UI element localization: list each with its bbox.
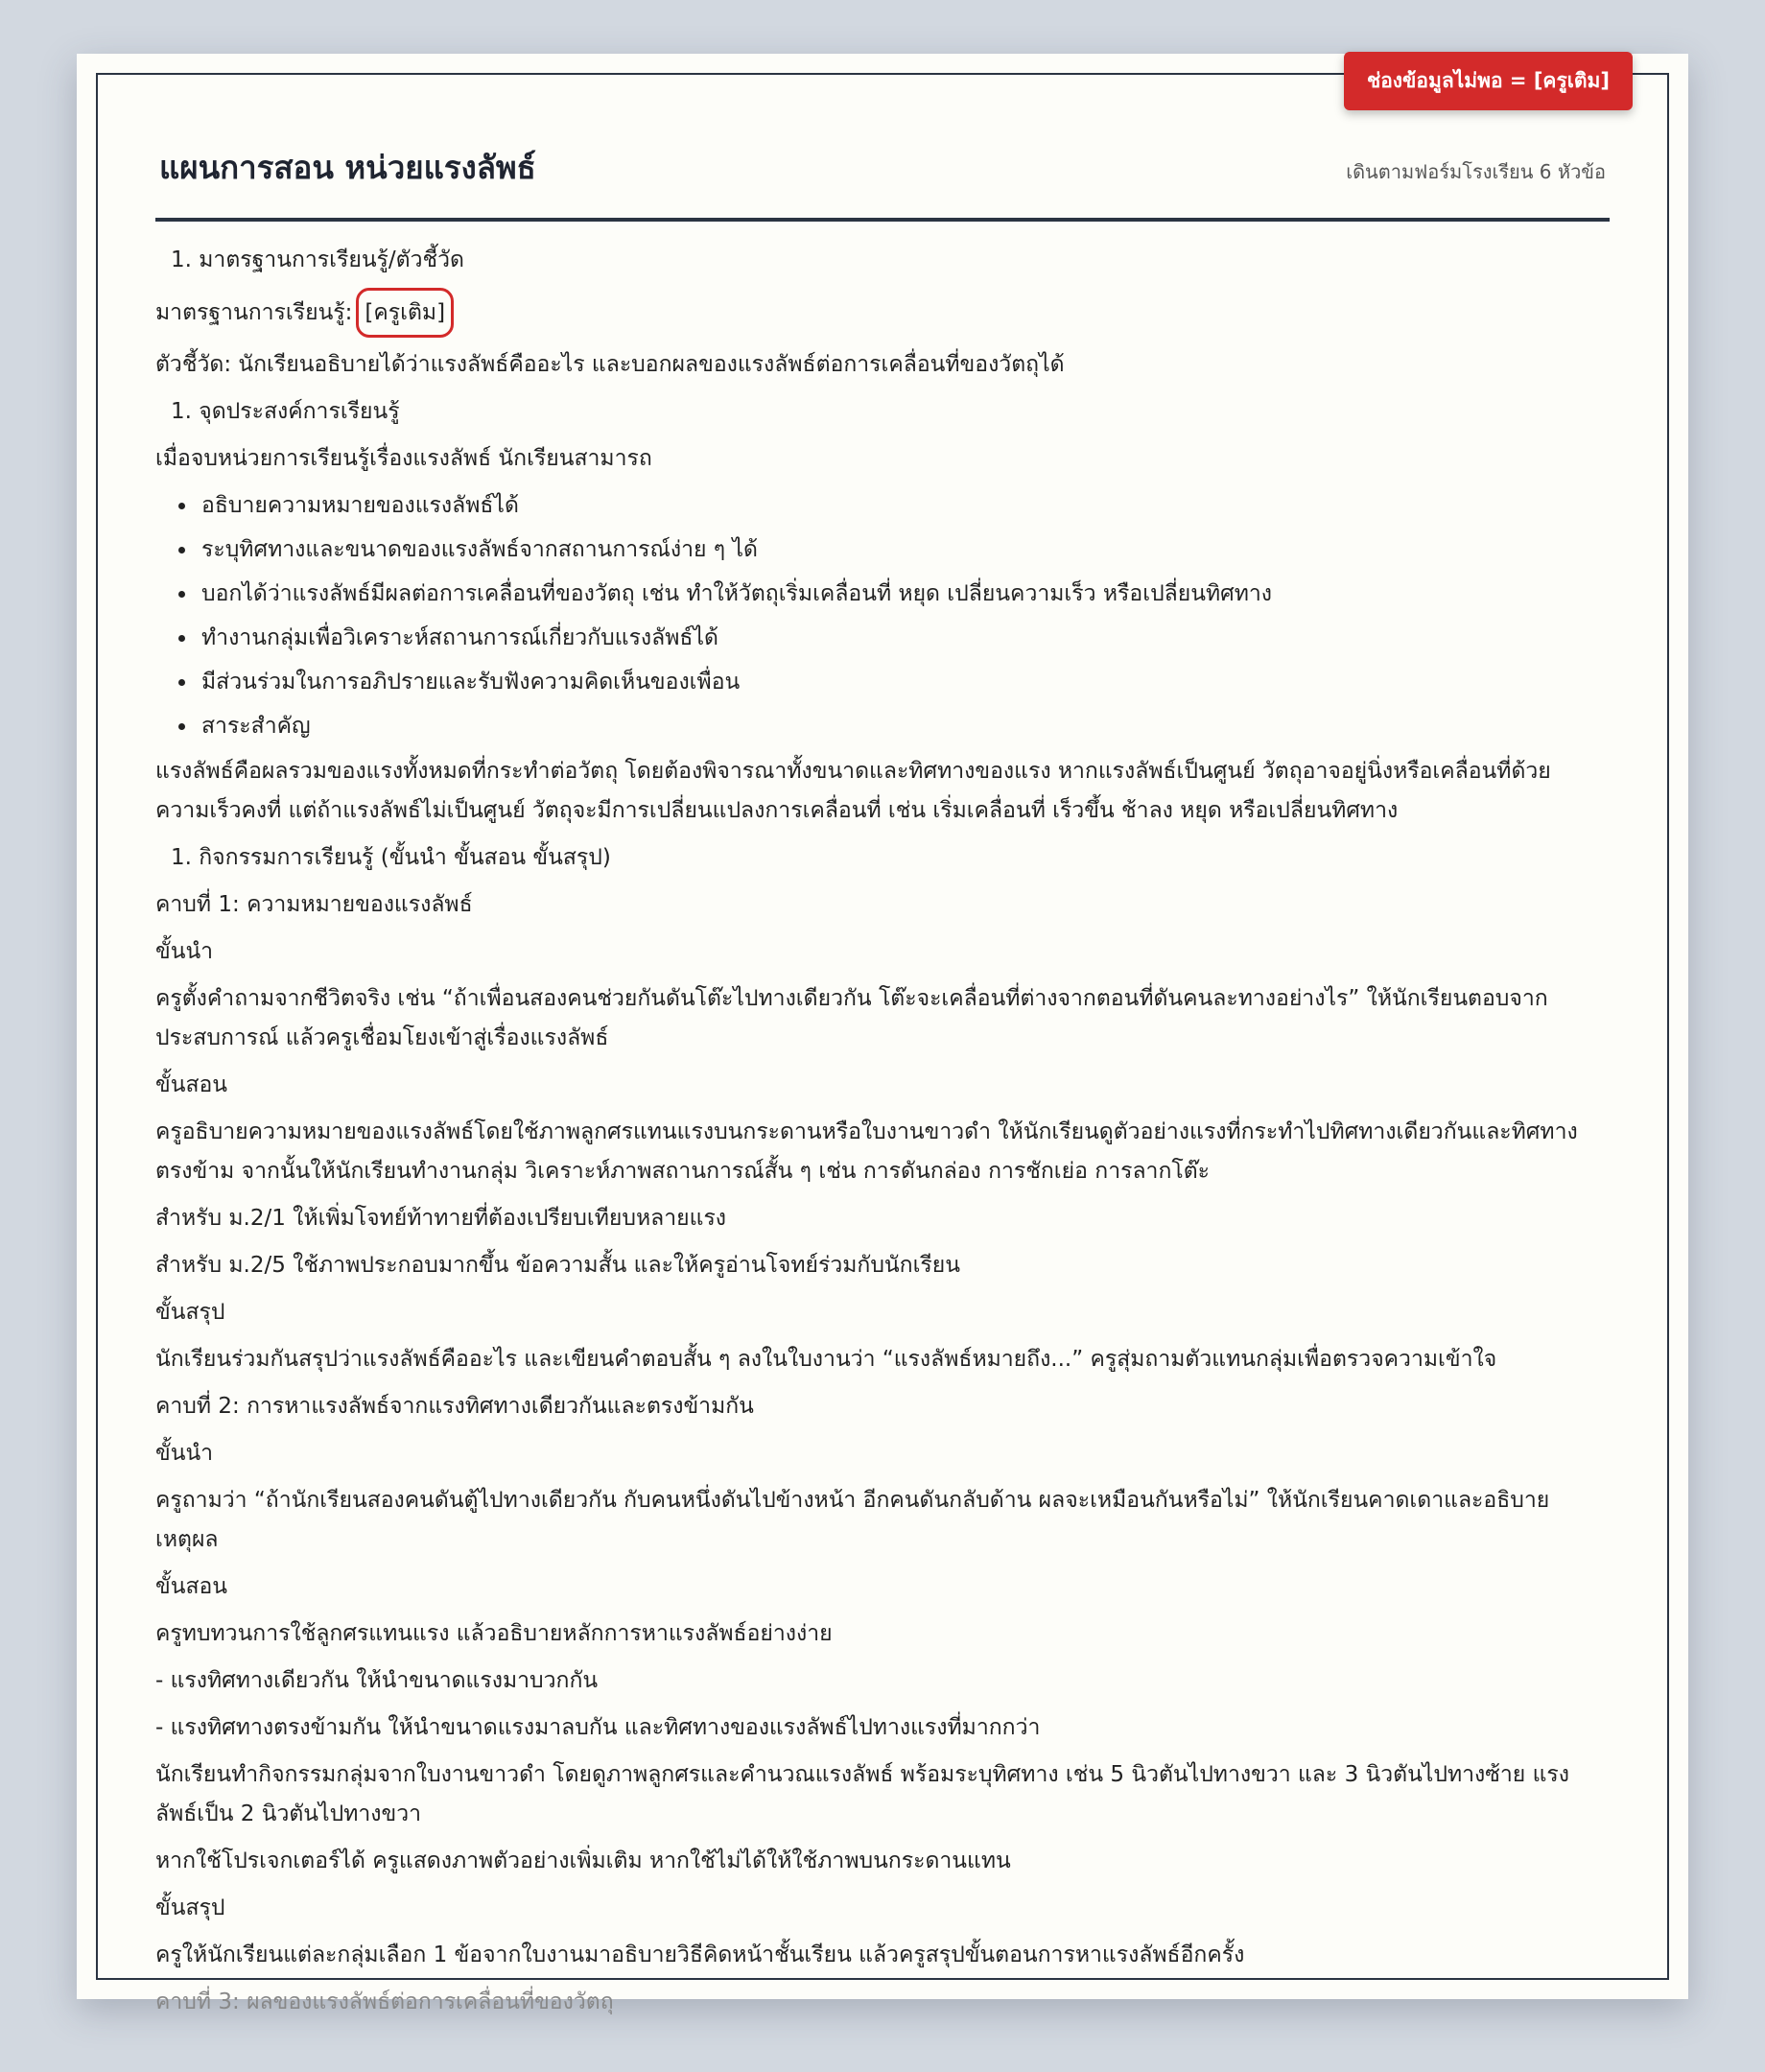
document-subtitle: เดินตามฟอร์มโรงเรียน 6 หัวข้อ	[1346, 160, 1606, 183]
standard-line	[155, 288, 1610, 338]
period-1-teach-label: ขั้นสอน	[155, 1072, 228, 1097]
period-1-intro-text: ครูตั้งคำถามจากชีวิตจริง เช่น “ถ้าเพื่อนสองคนช่วยกันดันโต๊ะไปทางเดียวกัน โต๊ะจะเคลื่อนที่ต่างจากตอนที่ดันคนละทางอย่างไร” ให้นักเรียนตอบจากประสบการณ์ แล้วครูเชื่อมโยงเข้าสู่เรื่องแรงลัพธ์	[155, 986, 1548, 1050]
period-1-intro-label: ขั้นนำ	[155, 939, 214, 964]
period-2-projector: หากใช้โปรเจกเตอร์ได้ ครูแสดงภาพตัวอย่างเพิ่มเติม หากใช้ไม่ได้ให้ใช้ภาพบนกระดานแทน	[155, 1848, 1011, 1873]
period-2-teach-text: ครูทบทวนการใช้ลูกศรแทนแรง แล้วอธิบายหลักการหาแรงลัพธ์อย่างง่าย	[155, 1621, 833, 1646]
period-2-intro-text: ครูถามว่า “ถ้านักเรียนสองคนดันตู้ไปทางเดียวกัน กับคนหนึ่งดันไปข้างหน้า อีกคนดันกลับด้าน ผลจะเหมือนกันหรือไม่” ให้นักเรียนคาดเดาและอธิบายเหตุผล	[155, 1488, 1550, 1552]
document-frame	[96, 69, 1669, 2014]
period-2-summary-label: ขั้นสรุป	[155, 1895, 225, 1920]
period-2-summary-text: ครูให้นักเรียนแต่ละกลุ่มเลือก 1 ข้อจากใบงานมาอธิบายวิธีคิดหน้าชั้นเรียน แล้วครูสรุปขั้นตอนการหาแรงลัพธ์อีกครั้ง	[155, 1942, 1245, 1967]
period-1-summary-text: นักเรียนร่วมกันสรุปว่าแรงลัพธ์คืออะไร และเขียนคำตอบสั้น ๆ ลงในใบงานว่า “แรงลัพธ์หมายถึง...” ครูสุ่มถามตัวแทนกลุ่มเพื่อตรวจความเข้าใจ	[155, 1347, 1497, 1372]
list-item: • มีส่วนร่วมในการอภิปรายและรับฟังความคิดเห็นของเพื่อน	[198, 663, 1610, 702]
period-1-summary-label: ขั้นสรุป	[155, 1300, 225, 1325]
objectives-list	[155, 486, 1610, 746]
period-2-rule-1: - แรงทิศทางเดียวกัน ให้นำขนาดแรงมาบวกกัน	[155, 1668, 599, 1693]
period-2-rule-2: - แรงทิศทางตรงข้ามกัน ให้นำขนาดแรงมาลบกัน และทิศทางของแรงลัพธ์ไปทางแรงที่มากกว่า	[155, 1715, 1041, 1740]
indicator-text: ตัวชี้วัด: นักเรียนอธิบายได้ว่าแรงลัพธ์คืออะไร และบอกผลของแรงลัพธ์ต่อการเคลื่อนที่ของวัตถุได้	[155, 352, 1065, 377]
list-item: • ระบุทิศทางและขนาดของแรงลัพธ์จากสถานการณ์ง่าย ๆ ได้	[198, 530, 1610, 570]
period-3-title: คาบที่ 3: ผลของแรงลัพธ์ต่อการเคลื่อนที่ของวัตถุ	[155, 1990, 614, 2014]
document-content	[155, 142, 1610, 2030]
list-item: • ทำงานกลุ่มเพื่อวิเคราะห์สถานการณ์เกี่ยวกับแรงลัพธ์ได้	[198, 619, 1610, 658]
period-1-teach-m21: สำหรับ ม.2/1 ให้เพิ่มโจทย์ท้าทายที่ต้องเปรียบเทียบหลายแรง	[155, 1206, 727, 1231]
document-sheet	[77, 54, 1688, 2014]
teacher-fill-placeholder: [ครูเติม]	[356, 288, 454, 338]
standard-label: มาตรฐานการเรียนรู้:	[155, 300, 353, 325]
period-2-title: คาบที่ 2: การหาแรงลัพธ์จากแรงทิศทางเดียวกันและตรงข้ามกัน	[155, 1394, 754, 1419]
list-item: • อธิบายความหมายของแรงลัพธ์ได้	[198, 486, 1610, 526]
period-2-intro-label: ขั้นนำ	[155, 1441, 214, 1466]
missing-data-badge: ช่องข้อมูลไม่พอ = [ครูเติม]	[1344, 52, 1633, 110]
objectives-intro: เมื่อจบหน่วยการเรียนรู้เรื่องแรงลัพธ์ นักเรียนสามารถ	[155, 446, 652, 471]
document-title: แผนการสอน หน่วยแรงลัพธ์	[159, 149, 536, 186]
document-body	[155, 241, 1610, 2022]
period-1-teach-text: ครูอธิบายความหมายของแรงลัพธ์โดยใช้ภาพลูกศรแทนแรงบนกระดานหรือใบงานขาวดำ ให้นักเรียนดูตัวอย่างแรงที่กระทำไปทิศทางเดียวกันและทิศทางตรงข้าม จากนั้นให้นักเรียนทำงานกลุ่ม วิเคราะห์ภาพสถานการณ์สั้น ๆ เช่น การดันกล่อง การชักเย่อ การลากโต๊ะ	[155, 1119, 1578, 1184]
list-item: • สาระสำคัญ	[198, 707, 1610, 746]
period-1-title: คาบที่ 1: ความหมายของแรงลัพธ์	[155, 892, 473, 917]
document-header	[155, 142, 1610, 222]
period-2-teach-label: ขั้นสอน	[155, 1574, 228, 1599]
section-heading-standards: 1. มาตรฐานการเรียนรู้/ตัวชี้วัด	[171, 247, 464, 272]
list-item: • บอกได้ว่าแรงลัพธ์มีผลต่อการเคลื่อนที่ของวัตถุ เช่น ทำให้วัตถุเริ่มเคลื่อนที่ หยุด เปลี่ยนความเร็ว หรือเปลี่ยนทิศทาง	[198, 575, 1610, 614]
section-heading-activities: 1. กิจกรรมการเรียนรู้ (ขั้นนำ ขั้นสอน ขั้นสรุป)	[171, 845, 611, 870]
period-1-teach-m25: สำหรับ ม.2/5 ใช้ภาพประกอบมากขึ้น ข้อความสั้น และให้ครูอ่านโจทย์ร่วมกับนักเรียน	[155, 1253, 960, 1278]
section-heading-objectives: 1. จุดประสงค์การเรียนรู้	[171, 399, 400, 424]
essence-text: แรงลัพธ์คือผลรวมของแรงทั้งหมดที่กระทำต่อวัตถุ โดยต้องพิจารณาทั้งขนาดและทิศทางของแรง หากแรงลัพธ์เป็นศูนย์ วัตถุอาจอยู่นิ่งหรือเคลื่อนที่ด้วยความเร็วคงที่ แต่ถ้าแรงลัพธ์ไม่เป็นศูนย์ วัตถุจะมีการเปลี่ยนแปลงการเคลื่อนที่ เช่น เริ่มเคลื่อนที่ เร็วขึ้น ช้าลง หยุด หรือเปลี่ยนทิศทาง	[155, 759, 1551, 823]
period-2-activity: นักเรียนทำกิจกรรมกลุ่มจากใบงานขาวดำ โดยดูภาพลูกศรและคำนวณแรงลัพธ์ พร้อมระบุทิศทาง เช่น 5 นิวตันไปทางขวา และ 3 นิวตันไปทางซ้าย แรงลัพธ์เป็น 2 นิวตันไปทางขวา	[155, 1762, 1569, 1826]
